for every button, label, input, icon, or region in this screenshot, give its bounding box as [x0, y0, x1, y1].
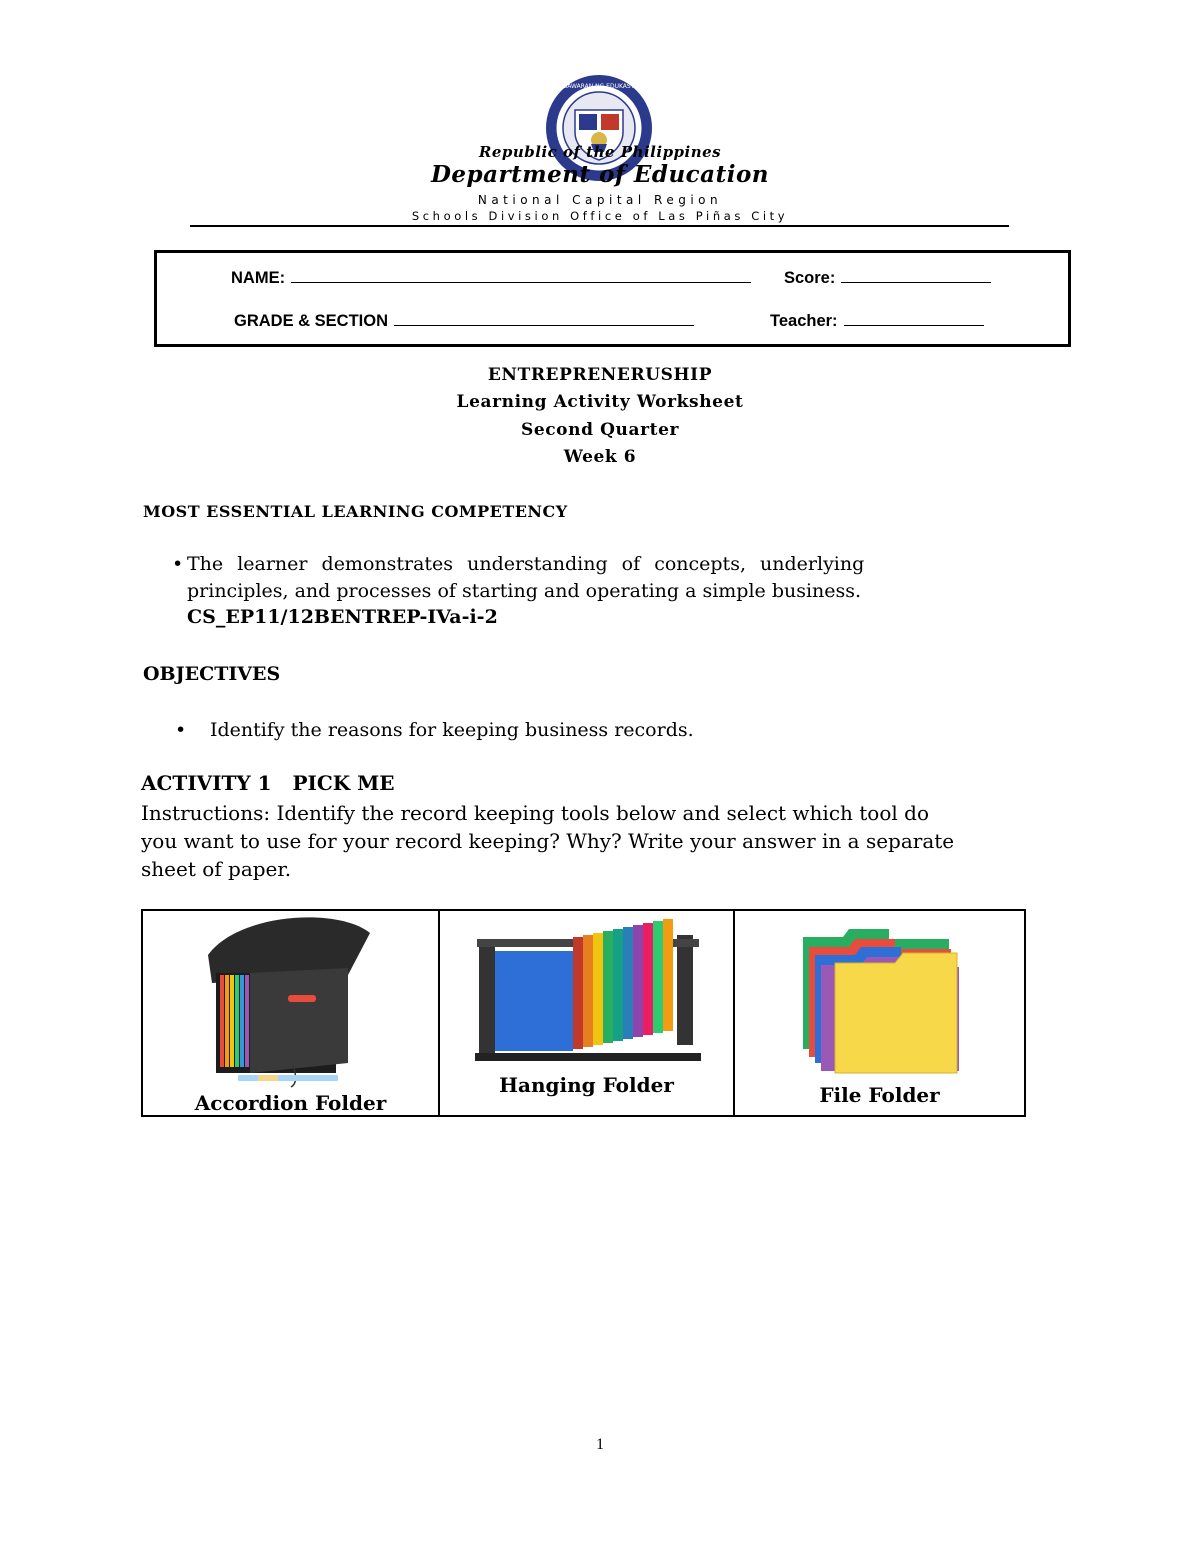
hanging-folder-label: Hanging Folder — [499, 1073, 674, 1097]
activity-heading: ACTIVITY 1 PICK ME — [141, 771, 395, 795]
score-field[interactable] — [784, 268, 991, 288]
teacher-label: Teacher: — [770, 312, 838, 330]
division-title: Schools Division Office of Las Piñas City — [411, 209, 789, 223]
quarter-title: Second Quarter — [520, 420, 680, 440]
activity-instructions-line1: Instructions: Identify the record keeping tools below and select which tool do — [141, 801, 929, 825]
accordion-folder-icon — [198, 913, 378, 1091]
region-title: National Capital Region — [477, 193, 723, 207]
file-folder-icon — [795, 915, 965, 1075]
teacher-blank[interactable] — [844, 311, 984, 326]
grade-section-label: GRADE & SECTION — [234, 312, 389, 330]
objectives-heading: OBJECTIVES — [143, 663, 281, 685]
objectives-bullet: • — [175, 719, 187, 741]
page-number: 1 — [596, 1436, 604, 1453]
name-field[interactable] — [231, 268, 751, 288]
header-divider — [190, 225, 1009, 227]
melc-text-line2: principles, and processes of starting and operating a simple business. — [187, 580, 862, 602]
melc-bullet: • — [172, 553, 184, 575]
teacher-field[interactable] — [770, 311, 984, 331]
activity-instructions-line2: you want to use for your record keeping? Why? Write your answer in a separate — [141, 829, 955, 853]
activity-instructions-line3: sheet of paper. — [141, 857, 292, 881]
republic-title: Republic of the Philippines — [478, 143, 722, 161]
melc-text-line1: The learner demonstrates understanding of concepts, underlying — [187, 553, 865, 575]
file-folder-label: File Folder — [819, 1083, 940, 1107]
folder-cell-hanging — [438, 911, 733, 1115]
department-title: Department of Education — [430, 161, 770, 188]
grade-section-blank[interactable] — [394, 311, 694, 326]
melc-heading: MOST ESSENTIAL LEARNING COMPETENCY — [143, 502, 568, 521]
svg-text:KAGAWARAN NG EDUKASYON: KAGAWARAN NG EDUKASYON — [554, 83, 644, 90]
accordion-folder-label: Accordion Folder — [194, 1091, 387, 1115]
melc-code: CS_EP11/12BENTREP-IVa-i-2 — [187, 606, 498, 628]
grade-section-field[interactable] — [234, 311, 694, 331]
score-blank[interactable] — [841, 268, 991, 283]
name-label: NAME: — [231, 269, 286, 287]
name-blank[interactable] — [291, 268, 751, 283]
folder-cell-file — [733, 911, 1024, 1115]
objective-item: Identify the reasons for keeping business records. — [210, 719, 694, 741]
week-title: Week 6 — [563, 447, 637, 467]
score-label: Score: — [784, 269, 836, 287]
folder-cell-accordion — [143, 911, 438, 1115]
worksheet-title: Learning Activity Worksheet — [456, 392, 744, 412]
subject-title: ENTREPRENERUSHIP — [487, 365, 713, 385]
student-info-box — [154, 250, 1071, 347]
hanging-folder-icon — [473, 915, 703, 1067]
folder-table — [141, 909, 1026, 1117]
